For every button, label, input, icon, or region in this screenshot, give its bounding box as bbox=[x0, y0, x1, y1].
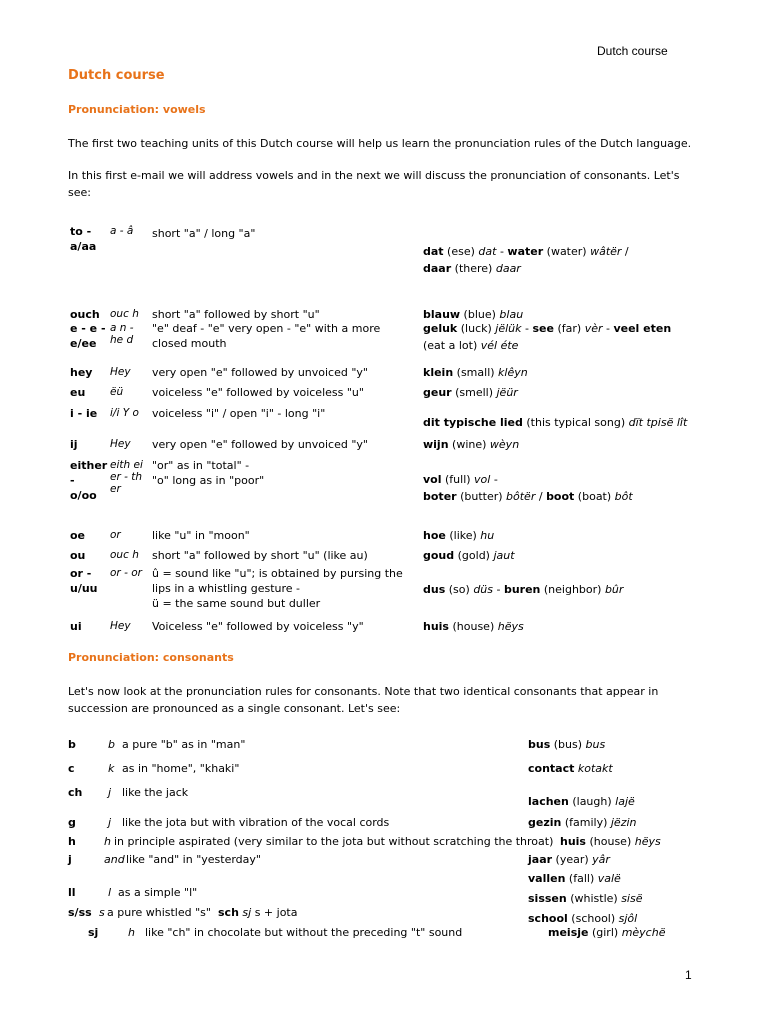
consonant-description: a pure whistled "s" bbox=[107, 906, 211, 919]
vowel-example: dus (so) düs - buren (neighbor) bûr bbox=[423, 583, 624, 596]
vowel-key: u/uu bbox=[70, 582, 98, 595]
vowel-description: voiceless "i" / open "i" - long "i" bbox=[152, 407, 326, 420]
consonant-key: ch bbox=[68, 786, 83, 799]
vowel-key: - bbox=[70, 474, 75, 487]
vowel-key: either bbox=[70, 459, 108, 472]
vowel-key: eu bbox=[70, 386, 86, 399]
vowel-key: e/ee bbox=[70, 337, 97, 350]
vowel-example: vol (full) vol - bbox=[423, 473, 498, 486]
vowel-description: voiceless "e" followed by voiceless "u" bbox=[152, 386, 364, 399]
consonant-description: in principle aspirated (very similar to the jota but without scratching the throat) bbox=[114, 835, 554, 848]
vowel-example: (eat a lot) vél éte bbox=[423, 339, 519, 352]
vowel-sound: a - â bbox=[110, 225, 134, 237]
vowel-sound: Hey bbox=[110, 620, 131, 632]
consonant-example: lachen (laugh) lajë bbox=[528, 795, 635, 808]
consonant-example: meisje (girl) mèychë bbox=[548, 926, 666, 939]
page-number: 1 bbox=[685, 968, 692, 982]
consonant-key: ll bbox=[68, 886, 76, 899]
vowel-example: blauw (blue) blau bbox=[423, 308, 524, 321]
consonant-description: like the jota but with vibration of the vocal cords bbox=[122, 816, 390, 829]
vowel-sound: a n - he d bbox=[110, 322, 134, 346]
consonant-description: like "ch" in chocolate but without the preceding "t" sound bbox=[145, 926, 463, 939]
vowel-example: huis (house) hëys bbox=[423, 620, 524, 633]
vowel-sound: or - or bbox=[110, 567, 142, 579]
consonant-example: school (school) sjôl bbox=[528, 912, 638, 925]
intro-paragraph-3: Let's now look at the pronunciation rules for consonants. Note that two identical consonants that appear in succession are pronounced as a single consonant. Let's see: bbox=[68, 685, 659, 715]
consonant-key: c bbox=[68, 762, 75, 775]
consonant-key: sj bbox=[88, 926, 99, 939]
consonant-example: contact kotakt bbox=[528, 762, 613, 775]
vowel-description: "e" deaf - "e" very open - "e" with a more bbox=[152, 322, 381, 335]
vowel-sound: i/i Y o bbox=[110, 407, 139, 419]
consonant-sound: j bbox=[108, 786, 112, 799]
consonant-sound: h bbox=[104, 835, 111, 848]
vowel-example: geluk (luck) jëlük - see (far) vèr - veel eten bbox=[423, 322, 672, 335]
vowel-sound: Hey bbox=[110, 438, 131, 450]
vowel-sound: ëü bbox=[110, 386, 124, 398]
consonant-description: like "and" in "yesterday" bbox=[126, 853, 261, 866]
vowel-description: short "a" followed by short "u" (like au) bbox=[152, 549, 368, 562]
vowel-description: like "u" in "moon" bbox=[152, 529, 250, 542]
vowel-description: "or" as in "total" - bbox=[152, 459, 250, 472]
vowel-description: short "a" followed by short "u" bbox=[152, 308, 320, 321]
vowel-key: hey bbox=[70, 366, 93, 379]
consonant-description: a pure "b" as in "man" bbox=[122, 738, 246, 751]
vowel-description: "o" long as in "poor" bbox=[152, 474, 265, 487]
vowel-description: ü = the same sound but duller bbox=[152, 597, 321, 610]
vowel-sound: ouc h bbox=[110, 549, 139, 561]
vowel-example: goud (gold) jaut bbox=[423, 549, 515, 562]
consonant-description: as in "home", "khaki" bbox=[122, 762, 240, 775]
section-heading-vowels: Pronunciation: vowels bbox=[68, 103, 206, 116]
vowel-description: very open "e" followed by unvoiced "y" bbox=[152, 366, 368, 379]
intro-paragraph-2: In this first e-mail we will address vowels and in the next we will discuss the pronunciation of consonants. Let's see: bbox=[68, 169, 680, 199]
vowel-description: Voiceless "e" followed by voiceless "y" bbox=[152, 620, 364, 633]
consonant-key: j bbox=[68, 853, 72, 866]
vowel-example: dat (ese) dat - water (water) wâtër / bbox=[423, 245, 629, 258]
vowel-description: closed mouth bbox=[152, 337, 227, 350]
vowel-sound: Hey bbox=[110, 366, 131, 378]
vowel-example: boter (butter) bôtër / boot (boat) bôt bbox=[423, 490, 633, 503]
consonant-key: s/ss bbox=[68, 906, 92, 919]
consonant-example: sissen (whistle) sisë bbox=[528, 892, 643, 905]
consonant-sound: j bbox=[108, 816, 112, 829]
consonant-sound: b bbox=[108, 738, 115, 751]
consonant-sound: h bbox=[128, 926, 135, 939]
consonant-sound: l bbox=[108, 886, 112, 899]
vowel-key: ouch bbox=[70, 308, 100, 321]
vowel-example: geur (smell) jëür bbox=[423, 386, 518, 399]
consonant-key: g bbox=[68, 816, 76, 829]
consonant-key: h bbox=[68, 835, 76, 848]
consonant-sound: s bbox=[99, 906, 105, 919]
vowel-key: i - ie bbox=[70, 407, 98, 420]
consonant-example: vallen (fall) valë bbox=[528, 872, 621, 885]
vowel-example: dit typische lied (this typical song) dït tpisë lît bbox=[423, 416, 688, 429]
intro-paragraph-1: The first two teaching units of this Dutch course will help us learn the pronunciation rules of the Dutch language. bbox=[68, 137, 692, 150]
consonant-description: as a simple "l" bbox=[118, 886, 198, 899]
vowel-sound: ouc h bbox=[110, 308, 139, 320]
document-title: Dutch course bbox=[68, 68, 165, 83]
vowel-example: daar (there) daar bbox=[423, 262, 521, 275]
consonant-example: jaar (year) yâr bbox=[528, 853, 610, 866]
running-header: Dutch course bbox=[597, 44, 668, 58]
vowel-key: to - bbox=[70, 225, 92, 238]
consonant-description: like the jack bbox=[122, 786, 189, 799]
vowel-example: wijn (wine) wèyn bbox=[423, 438, 520, 451]
vowel-description: û = sound like "u"; is obtained by pursing the bbox=[152, 567, 403, 580]
vowel-key: ui bbox=[70, 620, 82, 633]
consonant-sound: k bbox=[108, 762, 115, 775]
vowel-example: hoe (like) hu bbox=[423, 529, 495, 542]
vowel-key: or - bbox=[70, 567, 92, 580]
vowel-description: very open "e" followed by unvoiced "y" bbox=[152, 438, 368, 451]
vowel-key: ij bbox=[70, 438, 78, 451]
vowel-key: a/aa bbox=[70, 240, 97, 253]
consonant-example: bus (bus) bus bbox=[528, 738, 606, 751]
vowel-sound: or bbox=[110, 529, 121, 541]
vowel-key: oe bbox=[70, 529, 86, 542]
vowel-example: klein (small) klêyn bbox=[423, 366, 528, 379]
vowel-key: o/oo bbox=[70, 489, 97, 502]
consonant-sound: and bbox=[104, 853, 125, 866]
consonant-key: b bbox=[68, 738, 76, 751]
vowel-key: e - e - bbox=[70, 322, 106, 335]
consonant-example: gezin (family) jëzin bbox=[528, 816, 637, 829]
vowel-key: ou bbox=[70, 549, 86, 562]
section-heading-consonants: Pronunciation: consonants bbox=[68, 651, 234, 664]
vowel-sound: eith ei er - th er bbox=[110, 459, 143, 495]
consonant-extra: sch sj s + jota bbox=[218, 906, 298, 919]
vowel-description: lips in a whistling gesture - bbox=[152, 582, 300, 595]
vowel-description: short "a" / long "a" bbox=[152, 227, 256, 240]
consonant-example: huis (house) hëys bbox=[560, 835, 661, 848]
